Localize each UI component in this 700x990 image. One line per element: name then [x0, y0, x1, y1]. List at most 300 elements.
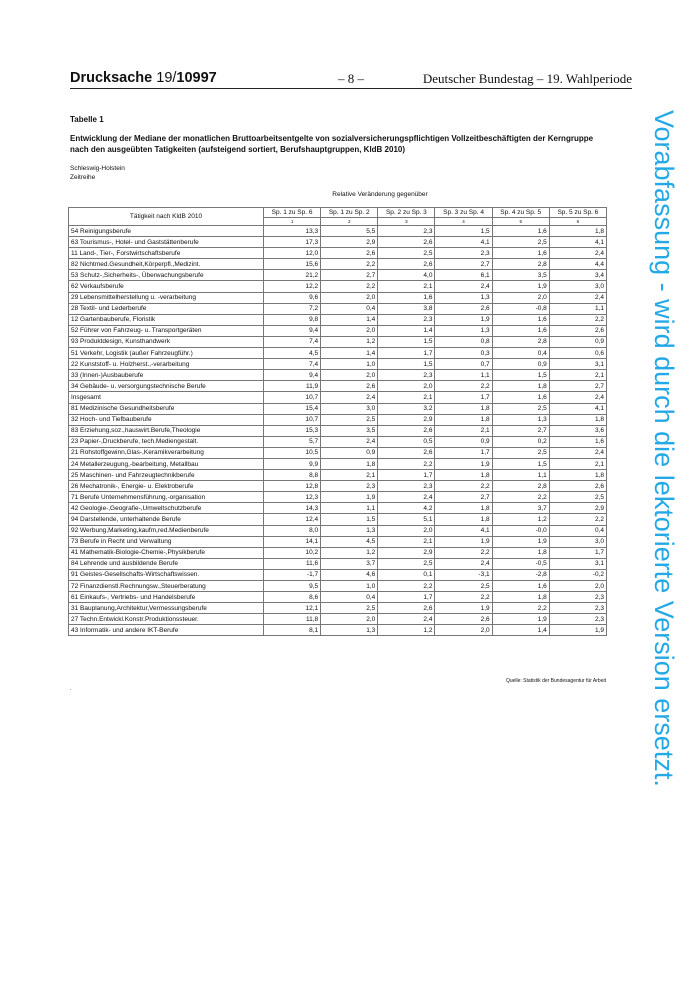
table-cell: 4,2	[378, 503, 435, 514]
column-header: Sp. 4 zu Sp. 5	[492, 208, 549, 218]
occupation-label: 26 Mechatronik-, Energie- u. Elektroberufe	[69, 481, 264, 492]
table-row	[69, 436, 607, 447]
table-cell: 0,4	[321, 303, 378, 314]
table-cell: 2,3	[549, 603, 606, 614]
occupation-label: 34 Gebäude- u. versorgungstechnische Berufe	[69, 381, 264, 392]
table-cell: 1,6	[492, 392, 549, 403]
occupation-label: 11 Land-, Tier-, Forstwirtschaftsberufe	[69, 248, 264, 259]
source-note: Quelle: Statistik der Bundesagentur für Arbeit	[505, 678, 606, 684]
table-cell: 2,3	[378, 314, 435, 325]
doc-prefix: Drucksache	[70, 70, 153, 86]
table-cell: 1,8	[435, 470, 492, 481]
table-cell: 2,6	[378, 603, 435, 614]
table-cell: -3,1	[435, 569, 492, 580]
table-cell: 2,5	[435, 581, 492, 592]
occupation-label: 73 Berufe in Recht und Verwaltung	[69, 536, 264, 547]
table-cell: 4,6	[321, 569, 378, 580]
table-cell: 2,5	[378, 248, 435, 259]
table-cell: 1,4	[378, 325, 435, 336]
table-cell: 1,0	[321, 359, 378, 370]
table-cell: 1,3	[321, 525, 378, 536]
table-cell: -0,8	[492, 303, 549, 314]
table-cell: 2,5	[378, 558, 435, 569]
table-cell: 0,9	[492, 359, 549, 370]
table-cell: 2,1	[549, 458, 606, 469]
table-cell: 1,1	[492, 470, 549, 481]
column-number: 6	[549, 218, 606, 226]
table-cell: 3,5	[321, 425, 378, 436]
table-cell: 0,9	[549, 336, 606, 347]
table-cell: 2,3	[549, 614, 606, 625]
table-row	[69, 281, 607, 292]
table-cell: 2,4	[549, 292, 606, 303]
table-cell: -0,2	[549, 569, 606, 580]
table-cell: 1,6	[492, 226, 549, 237]
occupation-label: 24 Metallerzeugung,-bearbeitung, Metallbau	[69, 458, 264, 469]
table-cell: 1,6	[492, 325, 549, 336]
table-cell: 0,9	[435, 436, 492, 447]
table-cell: 2,7	[492, 425, 549, 436]
parliament-period: Deutscher Bundestag – 19. Wahlperiode	[422, 71, 632, 86]
table-cell: 11,9	[264, 381, 321, 392]
doc-num-bold: 10997	[176, 70, 217, 86]
table-row	[69, 381, 607, 392]
table-cell: 1,6	[492, 581, 549, 592]
document-number	[70, 70, 217, 86]
table-cell: 8,1	[264, 625, 321, 636]
table-cell: 8,6	[264, 592, 321, 603]
table-cell: 0,6	[549, 348, 606, 359]
table-cell: 2,6	[378, 259, 435, 270]
table-row	[69, 481, 607, 492]
table-cell: 2,2	[492, 492, 549, 503]
table-cell: 2,8	[492, 259, 549, 270]
table-cell: 2,5	[321, 603, 378, 614]
occupation-label: 41 Mathematik-Biologie-Chemie-,Physikberufe	[69, 547, 264, 558]
table-cell: 1,5	[492, 370, 549, 381]
column-number: 3	[378, 218, 435, 226]
table-cell: 2,3	[378, 481, 435, 492]
table-cell: 12,4	[264, 514, 321, 525]
table-cell: 0,3	[435, 348, 492, 359]
table-cell: 11,8	[264, 614, 321, 625]
table-cell: 2,2	[321, 259, 378, 270]
table-cell: 10,7	[264, 414, 321, 425]
table-cell: 1,6	[378, 292, 435, 303]
table-cell: 15,4	[264, 403, 321, 414]
column-header: Sp. 3 zu Sp. 4	[435, 208, 492, 218]
table-row	[69, 525, 607, 536]
table-cell: 1,8	[435, 403, 492, 414]
table-cell: 2,6	[549, 325, 606, 336]
table-cell: 2,0	[378, 525, 435, 536]
table-cell: 1,8	[492, 381, 549, 392]
table-cell: 9,4	[264, 325, 321, 336]
table-cell: 2,3	[378, 226, 435, 237]
table-cell: 2,1	[378, 392, 435, 403]
table-cell: 7,2	[264, 303, 321, 314]
relative-change-header: Relative Veränderung gegenüber	[332, 191, 428, 198]
table-cell: 9,4	[264, 370, 321, 381]
table-cell: 4,1	[435, 525, 492, 536]
table-cell: 12,0	[264, 248, 321, 259]
table-cell: 2,2	[378, 581, 435, 592]
watermark-text: Vorabfassung - wird durch die lektorierte Version ersetzt.	[649, 110, 679, 787]
table-cell: 1,9	[435, 458, 492, 469]
table-cell: 2,5	[492, 447, 549, 458]
table-cell: 3,7	[321, 558, 378, 569]
table-cell: 1,7	[435, 447, 492, 458]
table-cell: 2,7	[435, 259, 492, 270]
table-cell: 15,3	[264, 425, 321, 436]
table-cell: 9,9	[264, 458, 321, 469]
table-cell: 2,2	[549, 514, 606, 525]
column-number: 1	[264, 218, 321, 226]
table-cell: 4,1	[549, 403, 606, 414]
column-number: 5	[492, 218, 549, 226]
table-cell: 2,4	[549, 248, 606, 259]
table-row	[69, 614, 607, 625]
table-row	[69, 259, 607, 270]
table-row	[69, 492, 607, 503]
table-cell: 1,9	[321, 492, 378, 503]
table-cell: 1,5	[378, 359, 435, 370]
table-cell: 2,2	[549, 314, 606, 325]
column-header: Sp. 5 zu Sp. 6	[549, 208, 606, 218]
table-row	[69, 514, 607, 525]
table-cell: 2,7	[321, 270, 378, 281]
table-row	[69, 348, 607, 359]
table-cell: 6,1	[435, 270, 492, 281]
table-cell: 1,9	[492, 614, 549, 625]
table-cell: 15,6	[264, 259, 321, 270]
table-row	[69, 447, 607, 458]
page-header	[70, 70, 632, 89]
table-cell: 1,7	[435, 392, 492, 403]
table-row	[69, 226, 607, 237]
table-row	[69, 569, 607, 580]
table-cell: 2,5	[492, 403, 549, 414]
table-cell: 1,5	[492, 458, 549, 469]
table-cell: 7,4	[264, 336, 321, 347]
table-cell: 13,3	[264, 226, 321, 237]
table-cell: -0,5	[492, 558, 549, 569]
table-cell: 1,8	[435, 503, 492, 514]
table-cell: 0,9	[321, 447, 378, 458]
occupation-label: 32 Hoch- und Tiefbauberufe	[69, 414, 264, 425]
table-cell: 1,3	[492, 414, 549, 425]
table-cell: 0,4	[321, 592, 378, 603]
table-cell: 2,2	[435, 547, 492, 558]
occupation-label: 29 Lebensmittelherstellung u. -verarbeitung	[69, 292, 264, 303]
region-block	[70, 165, 125, 182]
table-cell: 2,5	[549, 492, 606, 503]
table-cell: 2,4	[321, 436, 378, 447]
occupation-label: 94 Darstellende, unterhaltende Berufe	[69, 514, 264, 525]
table-cell: 3,1	[549, 359, 606, 370]
table-cell: 1,2	[378, 625, 435, 636]
table-cell: 0,7	[435, 359, 492, 370]
occupation-label: 93 Produktdesign, Kunsthandwerk	[69, 336, 264, 347]
table-cell: 2,9	[378, 414, 435, 425]
table-cell: 1,8	[492, 547, 549, 558]
table-cell: 2,6	[378, 237, 435, 248]
table-cell: 0,5	[378, 436, 435, 447]
table-cell: 2,0	[321, 292, 378, 303]
table-cell: 2,6	[435, 614, 492, 625]
table-cell: 0,1	[378, 569, 435, 580]
table-cell: 1,9	[549, 625, 606, 636]
column-header: Sp. 2 zu Sp. 3	[378, 208, 435, 218]
table-row	[69, 237, 607, 248]
occupation-label: 52 Führer von Fahrzeug- u. Transportgeräten	[69, 325, 264, 336]
table-cell: 4,1	[435, 237, 492, 248]
table-cell: 12,1	[264, 603, 321, 614]
table-cell: 4,5	[264, 348, 321, 359]
table-row	[69, 403, 607, 414]
table-cell: 3,0	[549, 281, 606, 292]
table-cell: 2,6	[549, 481, 606, 492]
occupation-label: 72 Finanzdienstl.Rechnungsw.,Steuerberatung	[69, 581, 264, 592]
table-cell: 1,3	[435, 292, 492, 303]
table-cell: 2,6	[435, 303, 492, 314]
table-cell: 2,2	[378, 458, 435, 469]
table-cell: 1,2	[321, 547, 378, 558]
table-cell: 1,7	[378, 348, 435, 359]
table-cell: 2,9	[378, 547, 435, 558]
table-cell: 5,7	[264, 436, 321, 447]
table-cell: 2,1	[549, 370, 606, 381]
table-cell: 2,5	[492, 237, 549, 248]
table-row	[69, 325, 607, 336]
table-cell: 2,2	[435, 481, 492, 492]
occupation-label: 21 Rohstoffgewinn,Glas-,Keramikverarbeitung	[69, 447, 264, 458]
occupation-label: 28 Textil- und Lederberufe	[69, 303, 264, 314]
table-cell: 12,3	[264, 492, 321, 503]
occupation-label: 22 Kunststoff- u. Holzherst.,-verarbeitung	[69, 359, 264, 370]
occupation-label: 84 Lehrende und ausbildende Berufe	[69, 558, 264, 569]
table-cell: 1,7	[378, 592, 435, 603]
table-cell: 1,6	[492, 314, 549, 325]
occupation-label: 53 Schutz-,Sicherheits-, Überwachungsberufe	[69, 270, 264, 281]
table-cell: 1,9	[492, 281, 549, 292]
table-cell: 1,8	[321, 458, 378, 469]
table-cell: 2,6	[321, 248, 378, 259]
table-row	[69, 314, 607, 325]
column-number: 2	[321, 218, 378, 226]
data-table	[68, 207, 607, 636]
table-row	[69, 336, 607, 347]
table-cell: 1,8	[435, 514, 492, 525]
table-cell: 2,0	[378, 381, 435, 392]
table-cell: 2,2	[492, 603, 549, 614]
table-cell: 2,6	[321, 381, 378, 392]
occupation-label: 81 Medizinische Gesundheitsberufe	[69, 403, 264, 414]
table-cell: 1,5	[321, 514, 378, 525]
table-row	[69, 581, 607, 592]
table-cell: 3,8	[378, 303, 435, 314]
table-cell: 4,1	[549, 237, 606, 248]
trailing-mark: .	[70, 686, 72, 692]
occupation-label: 12 Gartenbauberufe, Floristik	[69, 314, 264, 325]
table-cell: 2,0	[435, 625, 492, 636]
table-cell: 9,6	[264, 292, 321, 303]
table-cell: 1,9	[435, 314, 492, 325]
occupation-label: 61 Einkaufs-, Vertriebs- und Handelsberufe	[69, 592, 264, 603]
table-cell: 10,5	[264, 447, 321, 458]
table-cell: 10,2	[264, 547, 321, 558]
table-cell: 11,6	[264, 558, 321, 569]
table-cell: 3,0	[549, 536, 606, 547]
table-cell: 1,2	[321, 336, 378, 347]
table-row	[69, 392, 607, 403]
table-row	[69, 248, 607, 259]
occupation-label: 33 (Innen-)Ausbauberufe	[69, 370, 264, 381]
table-cell: 2,6	[378, 425, 435, 436]
table-cell: 1,7	[378, 470, 435, 481]
occupation-label: 71 Berufe Unternehmensführung,-organisation	[69, 492, 264, 503]
table-cell: 1,4	[321, 314, 378, 325]
table-cell: 2,0	[321, 370, 378, 381]
table-cell: 14,3	[264, 503, 321, 514]
doc-num-plain: 19/	[156, 70, 177, 86]
table-cell: 1,5	[378, 336, 435, 347]
table-row	[69, 359, 607, 370]
table-cell: 8,8	[264, 470, 321, 481]
table-cell: 9,8	[264, 314, 321, 325]
table-cell: 2,7	[435, 492, 492, 503]
table-cell: 5,5	[321, 226, 378, 237]
region-name: Schleswig-Holstein	[70, 165, 125, 172]
table-cell: 1,8	[435, 414, 492, 425]
table-cell: 14,1	[264, 536, 321, 547]
table-cell: 2,2	[435, 381, 492, 392]
table-cell: 3,7	[492, 503, 549, 514]
table-cell: 4,0	[378, 270, 435, 281]
table-cell: 12,8	[264, 481, 321, 492]
table-cell: -2,8	[492, 569, 549, 580]
occupation-label: 27 Techn.Entwickl.Konstr.Produktionssteuer.	[69, 614, 264, 625]
table-cell: 12,2	[264, 281, 321, 292]
table-cell: 2,2	[435, 592, 492, 603]
table-cell: 2,4	[549, 447, 606, 458]
table-cell: 1,6	[492, 248, 549, 259]
table-cell: 1,1	[549, 303, 606, 314]
table-cell: 1,9	[492, 536, 549, 547]
table-cell: 2,0	[321, 614, 378, 625]
table-cell: 0,2	[492, 436, 549, 447]
page-number: – 8 –	[338, 71, 364, 86]
table-cell: 21,2	[264, 270, 321, 281]
table-cell: 8,0	[264, 525, 321, 536]
table-cell: 3,4	[549, 270, 606, 281]
table-cell: 2,4	[378, 614, 435, 625]
table-row	[69, 270, 607, 281]
table-description: Entwicklung der Mediane der monatlichen Bruttoarbeitsentgelte von sozialversicherungspflichtigen Vollzeitbeschäftigten der Kerngruppe nach den ausgeübten Tatigkeiten (aufsteigend sortiert, Berufshauptgruppen, KldB 2010)	[70, 134, 594, 154]
table-row	[69, 625, 607, 636]
table-cell: 3,2	[378, 403, 435, 414]
series-label: Zeitreihe	[70, 173, 96, 181]
table-cell: 2,9	[549, 503, 606, 514]
occupation-label: 82 Nichtmed.Gesundheit,Körperpfl.,Medizint.	[69, 259, 264, 270]
table-cell: 9,5	[264, 581, 321, 592]
table-row	[69, 370, 607, 381]
table-cell: 5,1	[378, 514, 435, 525]
table-cell: 1,1	[321, 503, 378, 514]
table-cell: 2,4	[435, 558, 492, 569]
table-row	[69, 292, 607, 303]
table-cell: 2,1	[321, 470, 378, 481]
table-cell: 2,2	[321, 281, 378, 292]
table-cell: 10,7	[264, 392, 321, 403]
table-cell: 3,1	[549, 558, 606, 569]
table-cell: 0,4	[492, 348, 549, 359]
table-cell: 3,6	[549, 425, 606, 436]
table-row	[69, 425, 607, 436]
table-cell: 0,8	[435, 336, 492, 347]
table-cell: 2,3	[435, 248, 492, 259]
table-cell: 2,6	[378, 447, 435, 458]
table-cell: 1,8	[549, 470, 606, 481]
table-cell: 2,0	[321, 325, 378, 336]
table-cell: 2,3	[549, 592, 606, 603]
table-cell: 2,1	[435, 425, 492, 436]
occupation-label: 31 Bauplanung,Architektur,Vermessungsberufe	[69, 603, 264, 614]
table-row	[69, 470, 607, 481]
occupation-label: 23 Papier-,Druckberufe, tech.Mediengestalt.	[69, 436, 264, 447]
table-cell: 2,1	[378, 281, 435, 292]
table-cell: 3,5	[492, 270, 549, 281]
occupation-label: 42 Geologie-,Geografie-,Umweltschutzberufe	[69, 503, 264, 514]
occupation-label: Insgesamt	[69, 392, 264, 403]
table-row	[69, 547, 607, 558]
table-cell: 2,4	[321, 392, 378, 403]
table-cell: 1,2	[492, 514, 549, 525]
table-cell: 2,4	[378, 492, 435, 503]
table-cell: 4,4	[549, 259, 606, 270]
table-cell: 1,8	[549, 226, 606, 237]
category-header: Tätigkeit nach KldB 2010	[69, 208, 264, 226]
table-cell: 2,9	[321, 237, 378, 248]
table-row	[69, 603, 607, 614]
occupation-label: 92 Werbung,Marketing,kaufm,red.Medienberufe	[69, 525, 264, 536]
occupation-label: 54 Reinigungsberufe	[69, 226, 264, 237]
table-cell: 2,4	[549, 392, 606, 403]
table-row	[69, 303, 607, 314]
table-cell: -1,7	[264, 569, 321, 580]
table-cell: 0,4	[549, 525, 606, 536]
table-cell: 1,4	[321, 348, 378, 359]
occupation-label: 62 Verkaufsberufe	[69, 281, 264, 292]
table-cell: 1,4	[492, 625, 549, 636]
occupation-label: 63 Tourismus-, Hotel- und Gaststättenberufe	[69, 237, 264, 248]
table-cell: 1,5	[435, 226, 492, 237]
table-row	[69, 558, 607, 569]
table-cell: 4,5	[321, 536, 378, 547]
table-cell: -0,0	[492, 525, 549, 536]
table-row	[69, 592, 607, 603]
table-cell: 2,1	[378, 536, 435, 547]
table-cell: 1,6	[549, 436, 606, 447]
table-cell: 3,0	[321, 403, 378, 414]
occupation-label: 25 Maschinen- und Fahrzeugtechnikberufe	[69, 470, 264, 481]
table-cell: 2,3	[378, 370, 435, 381]
table-row	[69, 503, 607, 514]
table-cell: 1,7	[549, 547, 606, 558]
table-label: Tabelle 1	[70, 115, 104, 124]
table-cell: 7,4	[264, 359, 321, 370]
table-row	[69, 458, 607, 469]
